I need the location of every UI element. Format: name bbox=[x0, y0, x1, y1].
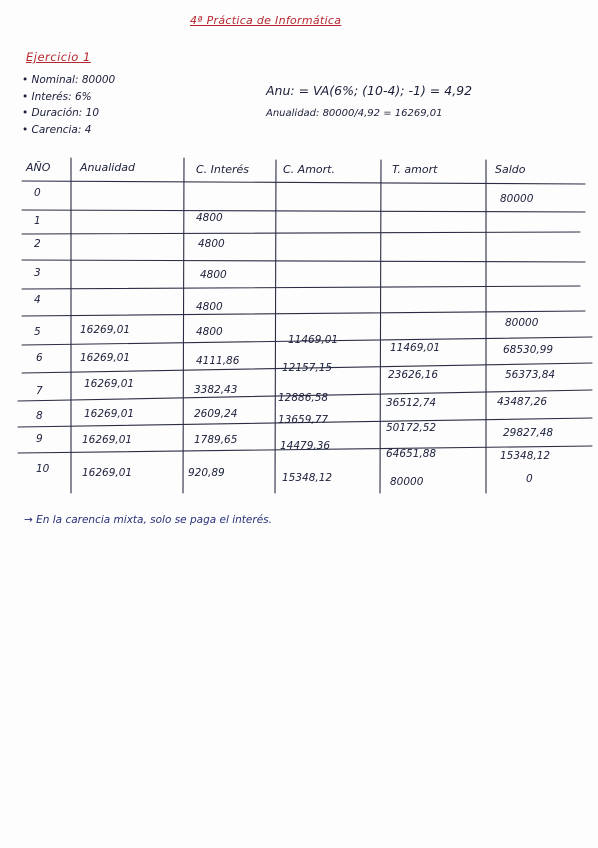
cell-saldo: 15348,12 bbox=[500, 450, 551, 462]
data-item-duracion: • Duración: 10 bbox=[22, 105, 115, 122]
cell-t-amort: 23626,16 bbox=[388, 369, 439, 381]
cell-c-interes: 4800 bbox=[198, 238, 225, 250]
cell-saldo: 68530,99 bbox=[503, 344, 554, 356]
cell-anualidad: 16269,01 bbox=[84, 408, 135, 420]
cell-c-interes: 4800 bbox=[196, 212, 223, 224]
header-c-amort: C. Amort. bbox=[283, 163, 335, 176]
cell-ano: 1 bbox=[34, 215, 41, 227]
cell-t-amort: 64651,88 bbox=[386, 448, 437, 460]
cell-ano: 9 bbox=[36, 433, 43, 445]
cell-anualidad: 16269,01 bbox=[82, 467, 133, 479]
cell-t-amort: 36512,74 bbox=[386, 397, 437, 409]
cell-c-interes: 1789,65 bbox=[194, 434, 238, 446]
cell-c-amort: 11469,01 bbox=[288, 334, 339, 346]
cell-ano: 7 bbox=[36, 385, 43, 397]
cell-t-amort: 11469,01 bbox=[390, 342, 441, 354]
cell-ano: 3 bbox=[34, 267, 41, 279]
page-title: 4ª Práctica de Informática bbox=[190, 14, 342, 27]
cell-anualidad: 16269,01 bbox=[80, 324, 131, 336]
cell-saldo: 29827,48 bbox=[503, 427, 554, 439]
cell-c-amort: 12157,15 bbox=[282, 362, 333, 374]
cell-c-interes: 4111,86 bbox=[196, 355, 240, 367]
cell-ano: 4 bbox=[34, 294, 41, 306]
exercise-title: Ejercicio 1 bbox=[26, 50, 91, 64]
cell-c-interes: 920,89 bbox=[188, 467, 225, 479]
cell-ano: 2 bbox=[34, 238, 41, 250]
cell-ano: 5 bbox=[34, 326, 41, 338]
cell-c-interes: 2609,24 bbox=[194, 408, 238, 420]
cell-anualidad: 16269,01 bbox=[84, 378, 135, 390]
formula-anu: Anu: = VA(6%; (10-4); -1) = 4,92 bbox=[266, 83, 473, 98]
data-item-interes: • Interés: 6% bbox=[22, 89, 115, 106]
data-item-carencia: • Carencia: 4 bbox=[22, 122, 115, 139]
cell-t-amort: 50172,52 bbox=[386, 422, 437, 434]
cell-c-interes: 4800 bbox=[196, 326, 223, 338]
cell-t-amort: 80000 bbox=[390, 476, 424, 488]
note-carencia: → En la carencia mixta, solo se paga el interés. bbox=[24, 514, 272, 526]
cell-ano: 0 bbox=[34, 187, 41, 199]
cell-saldo: 80000 bbox=[505, 317, 539, 329]
cell-saldo: 80000 bbox=[500, 193, 534, 205]
cell-c-interes: 4800 bbox=[200, 269, 227, 281]
header-c-interes: C. Interés bbox=[196, 163, 249, 176]
cell-saldo: 56373,84 bbox=[505, 369, 556, 381]
header-anualidad: Anualidad bbox=[80, 161, 136, 174]
formula-anualidad: Anualidad: 80000/4,92 = 16269,01 bbox=[266, 108, 443, 119]
cell-c-interes: 4800 bbox=[196, 301, 223, 313]
cell-saldo: 0 bbox=[526, 473, 533, 485]
cell-ano: 6 bbox=[36, 352, 43, 364]
cell-ano: 8 bbox=[36, 410, 43, 422]
header-saldo: Saldo bbox=[495, 163, 526, 176]
cell-anualidad: 16269,01 bbox=[80, 352, 131, 364]
cell-c-amort: 13659,77 bbox=[278, 414, 329, 426]
header-ano: AÑO bbox=[26, 161, 51, 174]
cell-c-amort: 12886,58 bbox=[278, 392, 329, 404]
cell-saldo: 43487,26 bbox=[497, 396, 548, 408]
cell-c-amort: 14479,36 bbox=[280, 440, 331, 452]
cell-ano: 10 bbox=[36, 463, 50, 475]
cell-anualidad: 16269,01 bbox=[82, 434, 133, 446]
header-t-amort: T. amort bbox=[392, 163, 438, 176]
cell-c-interes: 3382,43 bbox=[194, 384, 238, 396]
cell-c-amort: 15348,12 bbox=[282, 472, 333, 484]
data-item-nominal: • Nominal: 80000 bbox=[22, 72, 115, 89]
